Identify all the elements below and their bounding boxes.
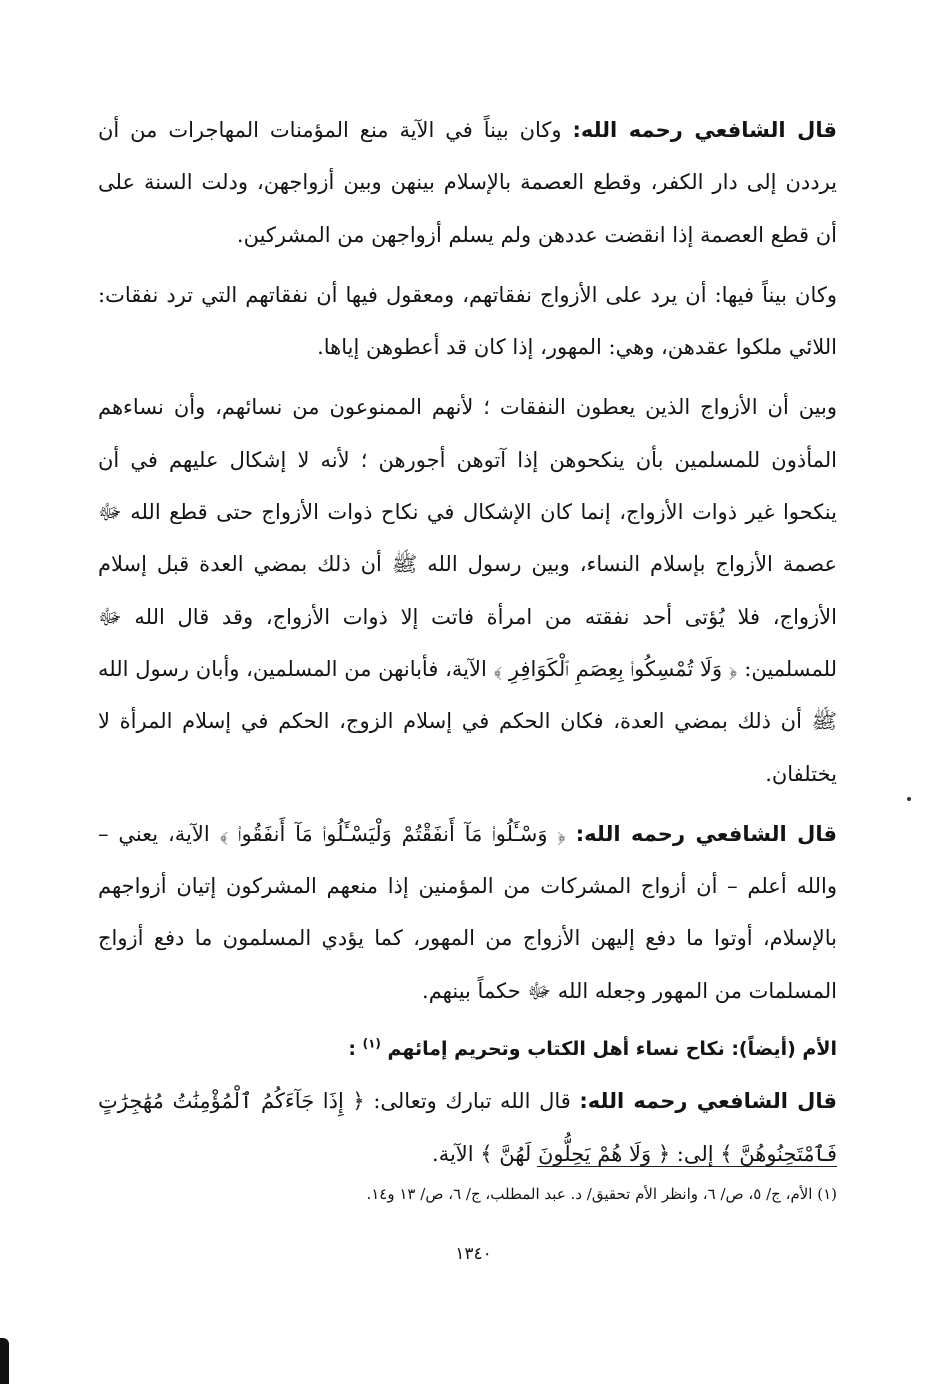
paragraph-4 xyxy=(98,808,837,1017)
scan-edge-mark xyxy=(0,1338,9,1384)
paragraph-3-text: وبين أن الأزواج الذين يعطون النفقات ؛ لأنهم الممنوعون من نسائهم، وأن نساءهم المأذون للمسلمين بأن ينكحوهن إذا آتوهن أجورهن ؛ لأنه لا إشكال عليهم في أن ينكحوا غير ذوات الأزواج، إنما كان الإشكال في نكاح ذوات الأزواج حتى قطع الله ﷻ عصمة الأزواج بإسلام النساء، وبين رسول الله ﷺ أن ذلك بمضي العدة قبل إسلام الأزواج، فلا يُؤتى أحد نفقته من امرأة فاتت إلا ذوات الأزواج، وقد قال الله ﷻ للمسلمين: ﴿ وَلَا تُمْسِكُوا۟ بِعِصَمِ ٱلْكَوَافِرِ ﴾ الآية، فأبانهن من المسلمين، وأبان رسول الله ﷺ أن ذلك بمضي العدة، فكان الحكم في إسلام الزوج، الحكم في إسلام المرأة لا يختلفان. xyxy=(98,395,837,786)
section-heading-text: الأم (أيضاً): نكاح نساء أهل الكتاب وتحريم إمائهم xyxy=(387,1038,837,1061)
paragraph-5-lead: قال الشافعي رحمه الله: xyxy=(579,1089,838,1114)
paragraph-2 xyxy=(98,269,837,374)
paragraph-1 xyxy=(98,104,837,261)
paragraph-5-text: قال الله تبارك وتعالى: ﴿ إِذَا جَآءَكُمُ ٱلْمُؤْمِنَٰتُ مُهَٰجِرَٰتٍ فَٱمْتَحِنُوهُنَّ ﴾ إلى: ﴿ وَلَا هُمْ يَحِلُّونَ لَهُنَّ ﴾ الآية. xyxy=(98,1089,837,1166)
stray-dot-mark xyxy=(907,797,911,801)
footnote-reference[interactable]: (١) xyxy=(362,1036,381,1051)
paragraph-4-lead: قال الشافعي رحمه الله: xyxy=(575,821,837,846)
page-number: ١٣٤٠ xyxy=(455,1244,492,1264)
section-heading xyxy=(98,1023,837,1075)
section-heading-suffix: : xyxy=(348,1038,356,1061)
paragraph-3 xyxy=(98,381,837,799)
paragraph-1-text: وكان بيناً في الآية منع المؤمنات المهاجرات من أن يرددن إلى دار الكفر، وقطع العصمة بالإسلام بينهن وبين أزواجهن، ودلت السنة على أن قطع العصمة إذا انقضت عددهن ولم يسلم أزواجهن من المشركين. xyxy=(98,118,837,247)
paragraph-5 xyxy=(98,1075,837,1180)
main-text-block xyxy=(98,104,837,1180)
paragraph-1-lead: قال الشافعي رحمه الله: xyxy=(572,118,838,142)
paragraph-4-text: ﴿ وَسْـَٔلُوا۟ مَآ أَنفَقْتُمْ وَلْيَسْـَٔلُوا۟ مَآ أَنفَقُوا۟ ﴾ الآية، يعني – والله أعلم – أن أزواج المشركات من المؤمنين إذا منعهم المشركون إتيان أزواجهم بالإسلام، أوتوا ما دفع إليهن الأزواج من المهور، كما يؤدي المسلمون ما دفع أزواج المسلمات من المهور وجعله الله ﷻ حكماً بينهم. xyxy=(98,821,837,1003)
paragraph-2-text: وكان بيناً فيها: أن يرد على الأزواج نفقاتهم، ومعقول فيها أن نفقاتهم التي ترد نفقات: اللائي ملكوا عقدهن، وهي: المهور، إذا كان قد أعطوهن إياها. xyxy=(98,282,837,360)
footnote-text: (١) الأم، ج/ ٥، ص/ ٦، وانظر الأم تحقيق/ د. عبد المطلب، ج/ ٦، ص/ ١٣ و١٤. xyxy=(366,1185,837,1203)
footnote-separator xyxy=(537,1166,837,1167)
footnote xyxy=(180,1180,837,1208)
